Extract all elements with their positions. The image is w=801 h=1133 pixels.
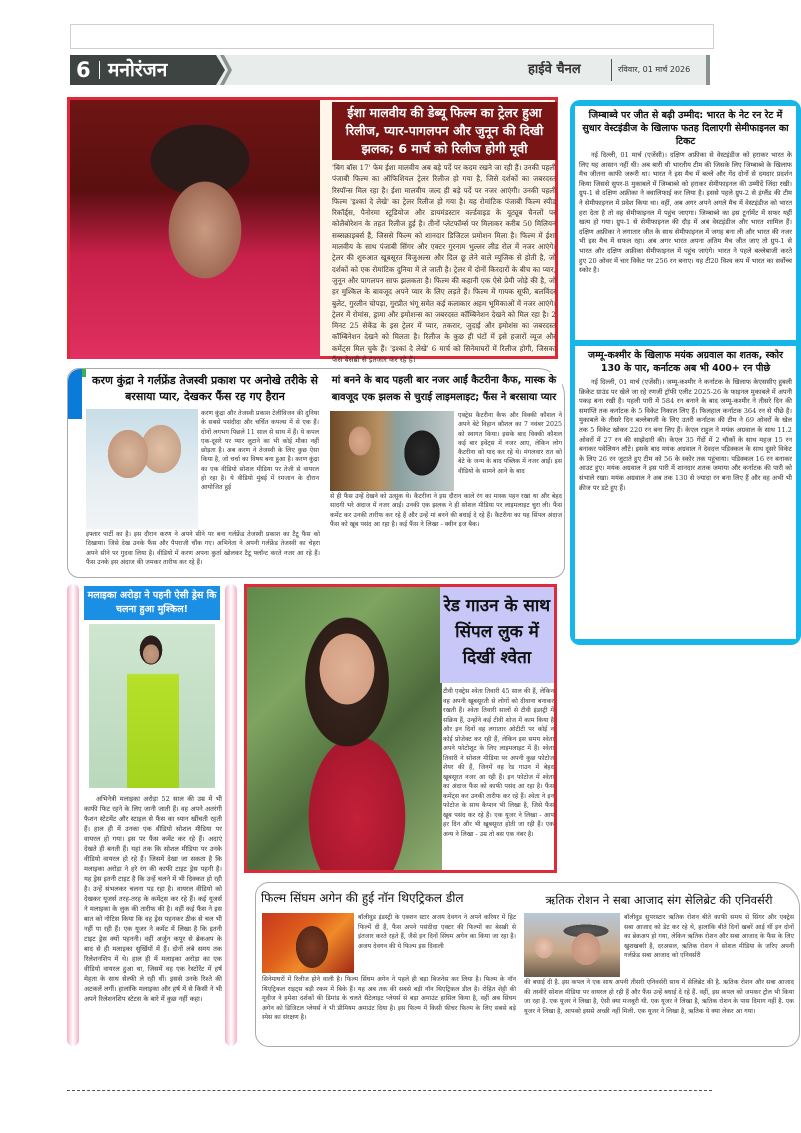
cricket-story-2-body: नई दिल्ली, 01 मार्च (एजेंसी)। जम्मू-कश्मीर ने कर्नाटक के खिलाफ केएससीए हुबली क्रिकेट ग्राउंड पर खेले जा रहे रणजी ट्रॉफी एलीट 2025-26 के फाइनल मुकाबले में अपनी पकड़ बना रखी है। पहली पारी में 584 रन बनाने के बाद जम्मू-कश्मीर ने तीसरे दिन की समाप्ति तक कर्नाटक के 5 विकेट निकाल लिए हैं। फिलहाल कर्नाटक 364 रन से पीछे है। मुकाबले के तीसरे दिन बल्लेबाजी के लिए उतरी कर्नाटक की टीम ने 69 ओवरों के खेल तक 5 विकेट खोकर 220 रन बना लिए हैं। केएल राहुल ने मयंक अग्रवाल के साथ 11.2 ओवरों में 27 रन की साझेदारी की। केएल 35 गेंदों में 2 चौकों के साथ महज 15 रन बनाकर पवेलियन लौटे। इसके बाद मयंक अग्रवाल ने देवदत्त पडिक्कल के साथ दूसरे विकेट के लिए 26 रन जुटाते हुए टीम को 56 के स्कोर तक पहुंचाया। पडिक्कल 16 रन बनाकर आउट हुए। मयंक अग्रवाल ने इस पारी में शानदार शतक जमाया और कर्नाटक की पारी को संभाले रखा। मयंक अग्रवाल ने अब तक 130 से ज्यादा रन बना लिए हैं और वह अभी भी क्रीज पर डटे हुए हैं। [579,378,792,492]
top-ad-box [70,24,714,49]
cricket-story-1-body: नई दिल्ली, 01 मार्च (एजेंसी)। दक्षिण अफ्रीका से वेस्टइंडीज को हराकर भारत के लिए यह आसान नहीं थी। अब बारी थी भारतीय टीम की जिसके लिए जिम्बाब्वे के खिलाफ मैच जीतना काफी जरूरी था। भारत ने इस मैच में बल्ले और गेंद दोनों से दमदार प्रदर्शन किया जिससे सुपर-8 मुकाबले में जिम्बाब्वे को हराकर सेमीफाइनल की उम्मीदें जिंदा रखी। ग्रुप-1 से दक्षिण अफ्रीका ने क्वालिफाई कर लिया है। इससे पहले ग्रुप-2 से इंग्लैंड की टीम ने सेमीफाइनल में प्रवेश किया था। वहीं, अब अगर अपने अगले मैच में वेस्टइंडीज को भारत हरा देता है तो वह सेमीफाइनल में पहुंच जाएगा। जिम्बाब्वे का इस टूर्नामेंट में सफर यहीं खत्म हो गया। ग्रुप-1 से सेमीफाइनल की दौड़ में अब वेस्टइंडीज और भारत शामिल हैं। दक्षिण अफ्रीका ने लगातार जीत के साथ सेमीफाइनल में जगह बना ली और भारत की नजर भी इस मैच में सफल रहा। अब अगर भारत अपना अंतिम मैच जीत जाए तो ग्रुप-1 से भारत और दक्षिण अफ्रीका सेमीफाइनल में पहुंच जाएंगे। भारत ने पहले बल्लेबाजी करते हुए 20 ओवर में चार विकेट पर 256 रन बनाए। यह टी20 विश्व कप में भारत का सर्वोच्च स्कोर है। [579,151,792,275]
singham-photo [262,913,354,973]
malaika-photo [89,624,215,788]
cricket-story-2-headline: जम्मू-कश्मीर के खिलाफ मयंक अग्रवाल का शतक, स्कोर 130 के पार, कर्नाटक अब भी 400+ रन पीछे [588,350,783,374]
shweta-photo [247,587,442,870]
section-name: मनोरंजन [108,59,168,81]
decorative-pillar [67,584,79,1046]
page-bottom-divider [67,1090,712,1091]
karan-headline: करण कुंद्रा ने गर्लफ्रेंड तेजस्वी प्रकाश पर अनोखे तरीके से बरसाया प्यार, देखकर फैंस रह गए हैरान [92,374,318,403]
decorative-tab [82,369,86,377]
issue-date: रविवार, 01 मार्च 2026 [618,65,691,74]
lead-story [67,97,558,365]
divider [611,59,612,81]
decorative-tab [68,369,82,419]
shweta-headline: रेड गाउन के साथ सिंपल लुक में दिखीं श्वेता [443,596,551,668]
malaika-story [67,584,237,1046]
malaika-body: अभिनेत्री मलाइका अरोड़ा 52 साल की उम्र में भी काफी फिट रहने के लिए जानी जाती हैं। वह अपने अतरंगी फैशन स्टेटमेंट और स्टाइल से फैंस का ध्यान खींचती रहती हैं। हाल ही में उनका एक वीडियो सोशल मीडिया पर वायरल हो गया। इस पर फैंस कमेंट कर रहे हैं। अदाएं देखते ही बनती हैं। यहां तक कि सोशल मीडिया पर उनके वीडियो वायरल हो रहे हैं। जिसमें देखा जा सकता है कि मलाइका अरोड़ा ने हरे रंग की काफी टाइट ड्रेस पहनी है। यह ड्रेस इतनी टाइट है कि उन्हें चलने में भी दिक्कत हो रही है। उन्हें संभलकर चलना पड़ रहा है। वायरल वीडियो को देखकर यूजर्स तरह-तरह के कमेंट्स कर रहे हैं। कई यूजर्स ने मलाइका के लुक की तारीफ की है। वहीं कई फैंस ने इस बात को नोटिस किया कि वह ड्रेस पहनकर ठीक से चल भी नहीं पा रही हैं। एक यूजर ने कमेंट में लिखा है कि इतनी टाइट ड्रेस क्यों पहननी। वहीं अर्जुन कपूर से ब्रेकअप के बाद से ही मलाइका सुर्खियों में हैं। दोनों लंबे समय तक रिलेशनशिप में थे। हाल ही में मलाइका अरोड़ा का एक वीडियो वायरल हुआ था, जिसमें वह एक रेस्टोरेंट में हर्ष मेहता के साथ सेल्फी ले रही थीं। इससे उनके रिश्ते की अटकलें लगीं। हालांकि मलाइका और हर्ष में से किसी ने भी अपने रिलेशनशिप स्टेटस के बारे में कुछ नहीं कहा। [84,795,222,1003]
page-number: 6 [76,58,91,82]
hrithik-body: बॉलीवुड सुपरस्टार ऋतिक रोशन बीते काफी समय से सिंगर और एक्ट्रेस सबा आजाद को डेट कर रहे थे, हालांकि बीते दिनों खबरें आई थीं इन दोनों का ब्रेकअप हो गया, लेकिन ऋतिक रोशन और सबा आजाद के फैंस के लिए खुशखबरी है, दरअसल, ऋतिक रोशन ने सोशल मीडिया के जरिए अपनी गर्लफ्रेंड सबा आजाद को एनिवर्सरी [624,914,794,959]
cricket-story-1-headline: जिम्बाब्वे पर जीत से बढ़ी उम्मीद: भारत के नेट रन रेट में सुधार वेस्टइंडीज के खिलाफ फतह दिलाएगी सेमीफाइनल का टिकट [582,110,789,147]
singham-headline: फिल्म सिंघम अगेन की हुई नॉन थिएट्रिकल डील [261,891,464,905]
cricket-story-1 [575,106,796,340]
cricket-story-2 [575,346,796,639]
singham-body-cont: सिनेमाघरों में रिलीज होने वाली है। फिल्म सिंघम अगेन ने पहले ही बड़ा बिजनेस कर लिया है। फिल्म के नॉन थिएट्रिकल राइट्स बड़ी रकम में बिके हैं। यह अब तक की सबसे बड़ी नॉन थिएट्रिकल डील है। रोहित शेट्टी की मूवीज ने हमेशा दर्शकों की डिमांड के चलते सैटेलाइट प्लेयर्स से बड़ा अमाउंट हासिल किया है, वहीं अब सिंघम अगेन को डिजिटल प्लेयर्स ने भी प्रीमियम अमाउंट दिया है। इस फिल्म में किसी फीचर फिल्म के लिए सबसे बड़े स्पेस का संरक्षण है। [262,976,516,1021]
shweta-story [244,584,557,873]
decorative-pillar [225,584,237,1046]
lead-photo [70,100,320,359]
masthead [70,55,710,85]
karan-body-cont: इफ्तार पार्टी का है। इस दौरान करण ने अपने सीने पर बना गर्लफ्रेंड तेजस्वी प्रकाश का टैटू फैंस को दिखाया। जिसे देख उनके फैंस और पैपराजी चौंक गए। अभिनेता ने अपनी गर्लफ्रेंड तेजस्वी का चेहरा अपने सीने पर गुदवा लिया है। वीडियो में करण अपना कुर्ता खोलकर टैटू फ्लॉन्ट करते नजर आ रहे हैं। फैंस उनके इस अंदाज की जमकर तारीफ कर रहे हैं। [86,531,320,566]
shweta-body: टीवी एक्ट्रेस श्वेता तिवारी 45 साल की हैं, लेकिन वह अपनी खूबसूरती से लोगों को दीवाना बनाकर रखती हैं। श्वेता तिवारी सालों से टीवी इंडस्ट्री में सक्रिय हैं, उन्होंने कई टीवी शोज में काम किया है और इन दिनों वह लगातार ओटीटी पर कोई न कोई प्रोजेक्ट कर रही हैं, लेकिन इस समय श्वेता अपने फोटोशूट के लिए लाइमलाइट में हैं। श्वेता तिवारी ने सोशल मीडिया पर अपनी कुछ फोटोज शेयर की हैं, जिनमें वह रेड गाउन में बेहद खूबसूरत नजर आ रही हैं। इन फोटोज में श्वेता का अंदाज फैंस को काफी पसंद आ रहा है। फैंस कमेंट्स कर उनकी तारीफ कर रहे हैं। श्वेता ने इन फोटोज के साथ कैप्शन भी लिखा है, जिसे फैंस खूब पसंद कर रहे हैं। एक यूजर ने लिखा - आप हर दिन और भी खूबसूरत होती जा रही हैं। एक अन्य ने लिखा - उम्र तो बस एक नंबर है। [443,688,554,838]
bottom-news-box [255,882,800,1047]
karan-body: करण कुंद्रा और तेजस्वी प्रकाश टेलीविजन की दुनिया के सबसे पसंदीदा और चर्चित कपल्स में से एक हैं। दोनों लगभग पिछले 11 साल से साथ में हैं। ये कपल एक-दूसरे पर प्यार लुटाने का भी कोई मौका नहीं छोड़ता है। अब करण ने तेजस्वी के लिए कुछ ऐसा किया है, जो चर्चा का विषय बना हुआ है। करण कुंद्रा का एक वीडियो सोशल मीडिया पर तेजी से वायरल हो रहा है। ये वीडियो मुंबई में रमजान के दौरान आयोजित हुई [201,410,319,492]
katrina-headline: मां बनने के बाद पहली बार नजर आईं कैटरीना कैफ, मास्क के बावजूद एक झलक से चुराई लाइमलाइट; फैंस ने बरसाया प्यार [326,372,562,408]
newspaper-logo: हाईवे चैनल [528,62,581,77]
hrithik-photo [524,913,620,977]
malaika-headline: मलाइका अरोड़ा ने पहनी ऐसी ड्रेस कि चलना हुआ मुश्किल! [84,586,220,620]
celebrity-news-box [67,368,565,578]
katrina-photo [330,411,454,491]
masthead-edge [706,55,710,85]
sports-column [570,100,801,645]
lead-body: 'बिग बॉस 17' फेम ईशा मालवीय अब बड़े पर्दे पर कदम रखने जा रही हैं। उनकी पहली पंजाबी फिल्म का ऑफिशियल ट्रेलर रिलीज हो गया है, जिसे दर्शकों का जबरदस्त रिस्पॉन्स मिल रहा है। ईशा मालवीय जल्द ही बड़े पर्दे पर नजर आएंगी। उनकी पहली फिल्म 'इश्कां दे लेखे' का ट्रेलर रिलीज हो गया है। यह रोमांटिक पंजाबी फिल्म स्पीड रिकॉर्ड्स, पैनोरमा स्टूडियोज और डायमंडस्टार वर्ल्डवाइड के यूट्यूब चैनलों पर कोलैबोरेशन के तहत रिलीज हुई है। तीनों प्लेटफॉर्म्स पर मिलाकर करीब 50 मिलियन सब्सक्राइबर्स हैं, जिससे फिल्म को शानदार डिजिटल प्रमोशन मिला है। फिल्म में ईशा मालवीय के साथ पंजाबी सिंगर और एक्टर गुरनाम भुल्लर लीड रोल में नजर आएंगे। ट्रेलर की शुरुआत खूबसूरत विजुअल्स और दिल छू लेने वाले म्यूजिक से होती है, जो दर्शकों को एक रोमांटिक दुनिया में ले जाती है। ट्रेलर में दोनों किरदारों के बीच का प्यार, जुनून और पागलपन साफ झलकता है। फिल्म की कहानी एक ऐसे प्रेमी जोड़े की है, जो हर मुश्किल के बावजूद अपने प्यार के लिए लड़ते हैं। फिल्म में गायक सूफी, बलविंदर बुलेट, गुरलीन चोपड़ा, गुरप्रीत भंगू समेत कई कलाकार अहम भूमिकाओं में नजर आएंगे। ट्रेलर में रोमांस, ड्रामा और इमोशन्स का जबरदस्त कॉम्बिनेशन देखने को मिल रहा है। 2 मिनट 25 सेकेंड के इस ट्रेलर में प्यार, तकरार, जुदाई और इमोशंस का जबरदस्त कॉम्बिनेशन देखने को मिलता है। रिलीज के कुछ ही घंटों में इसे हजारों व्यूज और कमेंट्स मिल चुके हैं। 'इश्कां दे लेखे' 6 मार्च को सिनेमाघरों में रिलीज होगी, जिसका फैंस बेसब्री से इंतजार कर रहे हैं। [332,163,556,365]
katrina-body-cont: से ही फैंस उन्हें देखने को उत्सुक थे। कैटरीना ने इस दौरान काले रंग का मास्क पहन रखा था और बेहद सादगी भरे अंदाज में नजर आईं। उनकी एक झलक ने ही सोशल मीडिया पर लाइमलाइट चुरा ली। फैंस कमेंट कर उनकी तारीफ कर रहे हैं और उन्हें मां बनने की बधाई दे रहे हैं। कैटरीना का यह सिंपल अंदाज फैंस को खूब पसंद आ रहा है। कई फैंस ने लिखा - क्वीन इज बैक। [330,493,562,528]
singham-body: बॉलीवुड इंडस्ट्री के एक्शन स्टार अजय देवगन ने अपने करियर में हिट फिल्में दी हैं, फैंस अपने पसंदीदा एक्टर की फिल्मों का बेसब्री से इंतजार करते रहते हैं, जैसे इन दिनों सिंघम अगेन का किया जा रहा है। अजय देवगन की ये फिल्म इस दिवाली [358,914,516,950]
divider [99,61,100,79]
hrithik-body-cont: की बधाई दी है. इस कपल ने एक साथ अपनी तीसरी एनिवर्सरी साथ में सेलिब्रेट की है. ऋतिक रोशन और सबा आजाद की तस्वीरें सोशल मीडिया पर वायरल हो रही हैं और फैंस उन्हें बधाई दे रहे हैं. वहीं, इस कपल को जमकर ट्रोल भी किया जा रहा है. एक यूजर ने लिखा है, ऐसी क्या मजबूरी थी. एक यूजर ने लिखा है, ऋतिक रोशन के पास दिमाग नहीं है. एक यूजर ने लिखा है, आपको इससे अच्छी नहीं मिली. एक यूजर ने लिखा है, ऋतिक ये क्या लेकर आ गया। [524,979,794,1015]
karan-photo [86,409,198,529]
katrina-body: एक्ट्रेस कैटरीना कैफ और विक्की कौशल ने अपने बेटे विहान कौशल का 7 नवंबर 2025 को स्वागत किया। इसके बाद विक्की कौशल कई बार इवेंट्स में नजर आए, लेकिन लोग कैटरीना को याद कर रहे थे। मंगलवार रात को बेटे के जन्म के बाद पब्लिक में नजर आईं। इस वीडियो के सामने आने के बाद [458,412,562,475]
lead-headline: ईशा मालवीय की डेब्यू फिल्म का ट्रेलर हुआ रिलीज, प्यार-पागलपन और जुनून की दिखी झलक; 6 मार्च को रिलीज होगी मूवी [332,102,557,160]
hrithik-headline: ऋतिक रोशन ने सबा आजाद संग सेलिब्रेट की एनिवर्सरी [545,893,773,907]
